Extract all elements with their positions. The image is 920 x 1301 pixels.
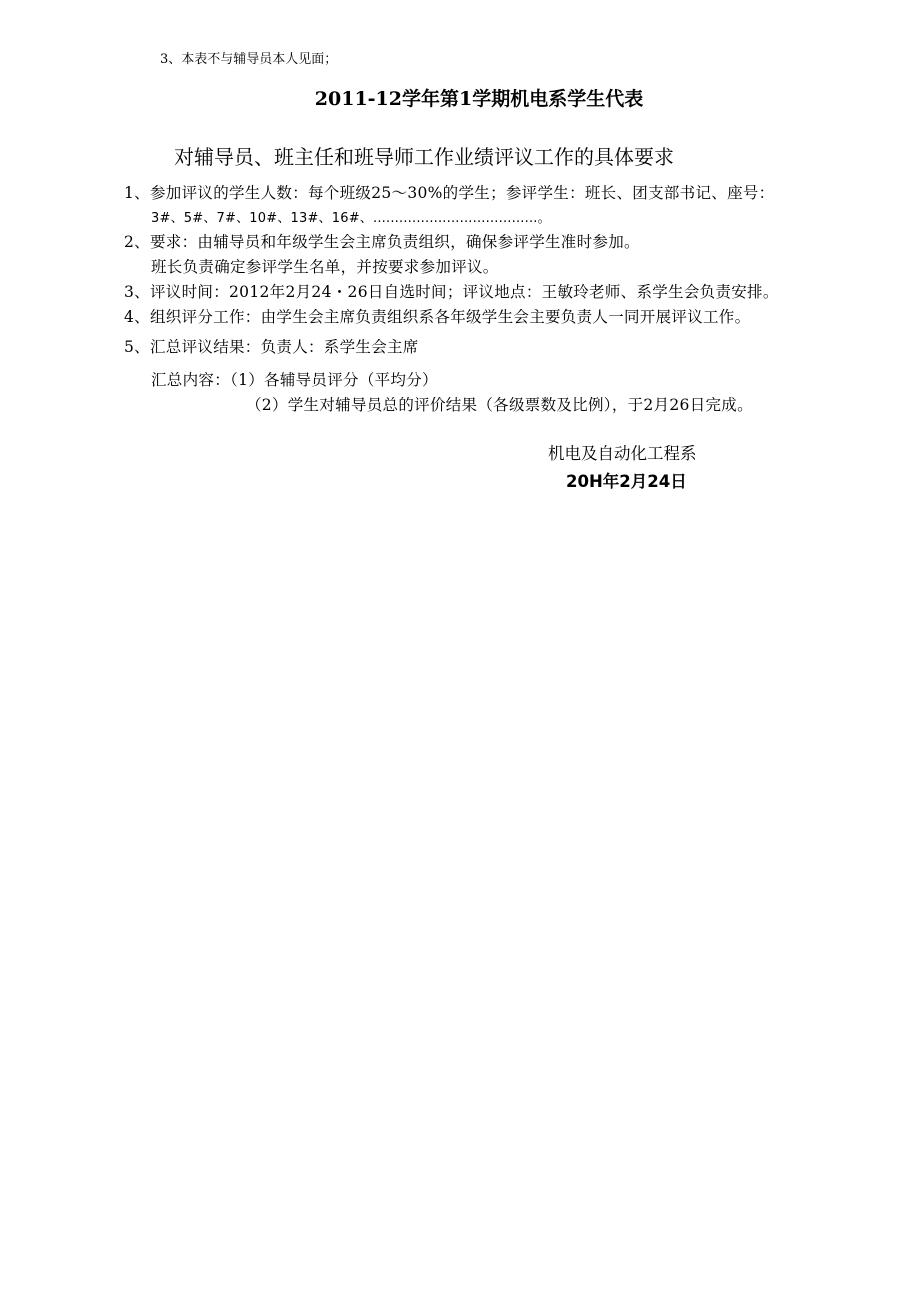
list-item-4: [124, 310, 750, 326]
list-item-text: 组织评分工作：由学生会主席负责组织系各年级学生会主要负责人一同开展评议工作。: [150, 308, 751, 326]
list-item-text: 参加评议的学生人数：每个班级25～30%的学生；参评学生：班长、团支部书记、座号：: [150, 184, 775, 202]
summary-sub-1: （1）各辅导员评分（平均分）: [230, 371, 438, 389]
list-item-5: [124, 340, 419, 356]
signature-department: 机电及自动化工程系: [548, 444, 697, 463]
list-item-number: 4、: [124, 308, 150, 326]
list-item-1: [124, 186, 774, 202]
summary-sub-2: （2）学生对辅导员总的评价结果（各级票数及比例），于2月26日完成。: [246, 396, 753, 414]
list-item-number: 2、: [124, 233, 150, 251]
summary-line-1: [151, 373, 438, 389]
list-item-number: 5、: [124, 338, 150, 356]
list-item-3: [124, 285, 779, 301]
list-item-number: 3、: [124, 283, 150, 301]
page-subtitle: 对辅导员、班主任和班导师工作业绩评议工作的具体要求: [174, 145, 674, 169]
summary-label: 汇总内容：: [151, 371, 231, 389]
list-item-2: [124, 235, 640, 251]
page-title: 2011-12学年第1学期机电系学生代表: [314, 88, 644, 110]
list-item-number: 1、: [124, 184, 150, 202]
list-item-2-continuation: 班长负责确定参评学生名单，并按要求参加评议。: [151, 258, 499, 276]
list-item-text: 要求：由辅导员和年级学生会主席负责组织，确保参评学生准时参加。: [150, 233, 640, 251]
list-item-text: 汇总评议结果：负责人：系学生会主席: [150, 338, 419, 356]
list-item-text: 评议时间：2012年2月24・26日自选时间；评议地点：王敏玲老师、系学生会负责安排。: [150, 283, 779, 301]
list-item-1-continuation: 3#、5#、7#、10#、13#、16#、......................................。: [151, 211, 551, 226]
note-text: 3、本表不与辅导员本人见面；: [160, 52, 338, 67]
signature-date: 20H年2月24日: [566, 472, 687, 491]
